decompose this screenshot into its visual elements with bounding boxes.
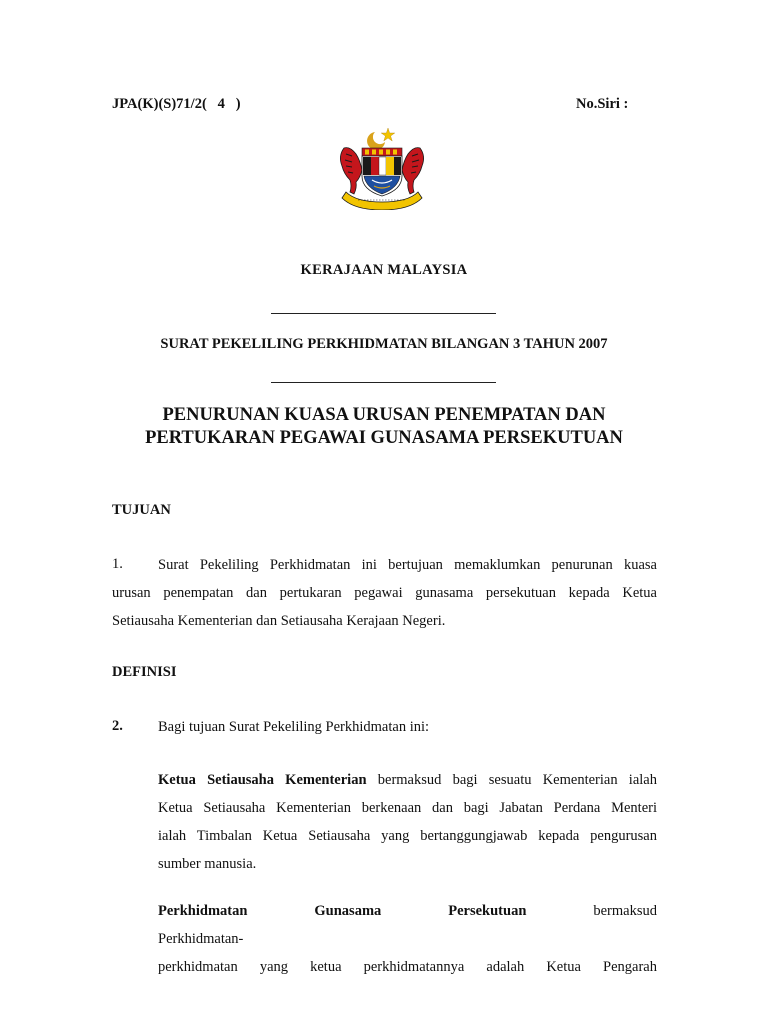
paragraph-number-1: 1. [112, 556, 123, 572]
definition-1-line-3: ialah Timbalan Ketua Setiausaha yang bertanggungjawab kepada pengurusan [158, 828, 657, 844]
section-heading-definisi: DEFINISI [112, 664, 177, 680]
serial-number-label: No.Siri : [576, 96, 629, 112]
definition-1-term: Ketua Setiausaha Kementerian [158, 772, 367, 788]
definition-2-line-1-rest: bermaksud Perkhidmatan- [158, 903, 657, 947]
government-name: KERAJAAN MALAYSIA [300, 262, 468, 278]
title-line-2: PERTUKARAN PEGAWAI GUNASAMA PERSEKUTUAN [145, 428, 623, 448]
coat-of-arms-icon [332, 126, 432, 210]
circular-number: SURAT PEKELILING PERKHIDMATAN BILANGAN 3 TAHUN 2007 [160, 336, 608, 352]
definition-2-term: Perkhidmatan Gunasama Persekutuan [158, 903, 527, 919]
paragraph-1-line-1: Surat Pekeliling Perkhidmatan ini bertujuan memaklumkan penurunan kuasa [158, 557, 657, 573]
divider-bottom [271, 382, 496, 383]
definition-2-line-1 [158, 897, 657, 953]
title-line-1: PENURUNAN KUASA URUSAN PENEMPATAN DAN [162, 405, 606, 425]
paragraph-1 [112, 551, 657, 635]
definition-ketua-setiausaha [158, 766, 657, 878]
section-heading-tujuan: TUJUAN [112, 502, 171, 518]
divider-top [271, 313, 496, 314]
definition-1-line-1-rest: bermaksud bagi sesuatu Kementerian ialah [366, 772, 657, 788]
definition-2-line-2: perkhidmatan yang ketua perkhidmatannya adalah Ketua Pengarah [158, 959, 657, 975]
paragraph-number-2: 2. [112, 718, 123, 734]
paragraph-2-intro: Bagi tujuan Surat Pekeliling Perkhidmatan ini: [158, 719, 430, 735]
reference-number: JPA(K)(S)71/2( 4 ) [112, 96, 241, 112]
document-title [0, 404, 768, 450]
definition-1-line-4: sumber manusia. [158, 856, 257, 872]
definition-perkhidmatan-gunasama [158, 897, 657, 981]
definition-1-line-1 [158, 766, 657, 794]
paragraph-1-line-3: Setiausaha Kementerian dan Setiausaha Kerajaan Negeri. [112, 613, 446, 629]
paragraph-1-line-2: urusan penempatan dan pertukaran pegawai gunasama persekutuan kepada Ketua [112, 585, 657, 601]
definition-1-line-2: Ketua Setiausaha Kementerian berkenaan dan bagi Jabatan Perdana Menteri [158, 800, 657, 816]
